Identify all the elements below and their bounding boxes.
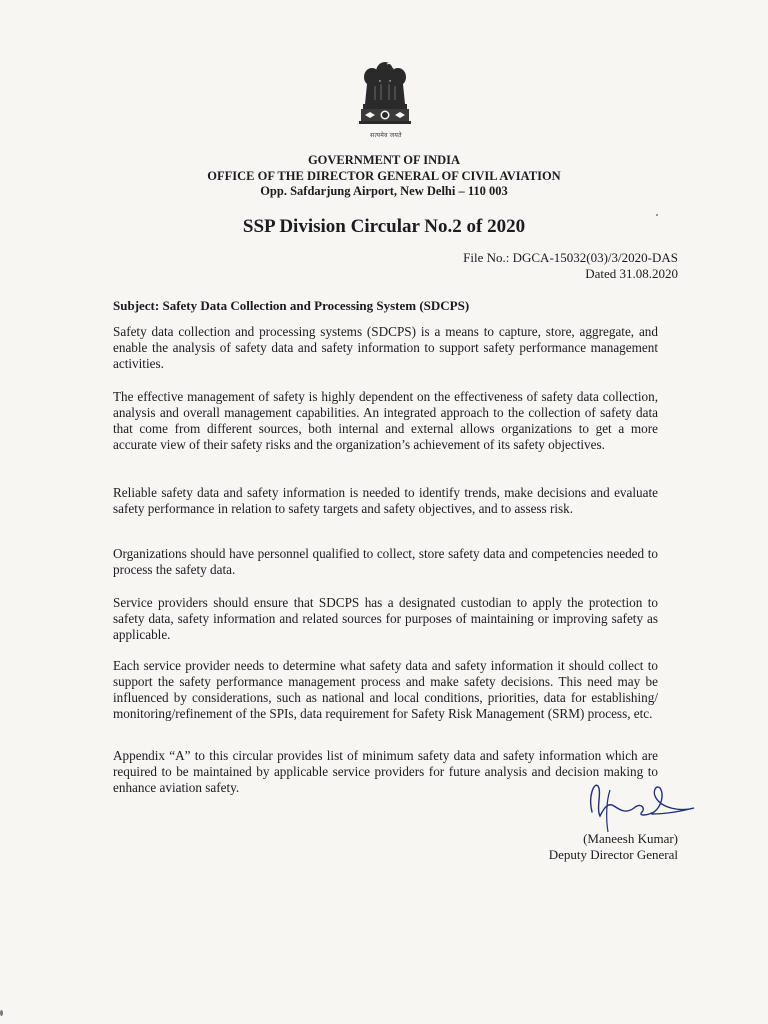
emblem-motto: सत्यमेव जयते [370,133,402,139]
scan-speck [656,214,658,216]
paragraph: Safety data collection and processing systems (SDCPS) is a means to capture, store, aggregate, and enable the analysis of safety data and safety information to support safety performance management activities. [113,324,658,372]
address-heading: Opp. Safdarjung Airport, New Delhi – 110 003 [260,184,508,198]
paragraph: Service providers should ensure that SDCPS has a designated custodian to apply the protection to safety data, safety information and related sources for purposes of maintaining or improving safety as applicable. [113,595,658,643]
date-line: Dated 31.08.2020 [585,266,678,281]
office-heading: OFFICE OF THE DIRECTOR GENERAL OF CIVIL AVIATION [207,169,561,183]
paragraph: The effective management of safety is highly dependent on the effectiveness of safety data collection, analysis and overall management capabilities. An integrated approach to the collection of safety data that come from different sources, both internal and external allows organizations to get a more accurate view of their safety risks and the organization’s achievement of its safety objectives. [113,389,658,453]
signatory-name: (Maneesh Kumar) [583,831,678,846]
signatory-designation: Deputy Director General [548,847,678,862]
government-heading: GOVERNMENT OF INDIA [307,153,461,167]
paragraph: Organizations should have personnel qualified to collect, store safety data and competencies needed to process the safety data. [113,546,658,578]
paragraph: Each service provider needs to determine what safety data and safety information it should collect to support the safety performance management process and make safety decisions. This need may be influenced by considerations, such as national and local conditions, priorities, data for establishing/ monitoring/refinement of the SPIs, data requirement for Safety Risk Management (SRM) process, etc. [113,658,658,722]
subject-line: Subject: Safety Data Collection and Processing System (SDCPS) [113,298,470,313]
file-info [463,250,678,282]
paragraph: Reliable safety data and safety information is needed to identify trends, make decisions and evaluate safety performance in relation to safety targets and safety objectives, and to assess risk. [113,485,658,517]
signature-icon [582,768,700,834]
circular-title: SSP Division Circular No.2 of 2020 [242,216,526,237]
paragraph: Appendix “A” to this circular provides list of minimum safety data and safety information which are required to be maintained by applicable service providers for future analysis and decision making to enhance aviation safety. [113,748,658,796]
file-number: File No.: DGCA-15032(03)/3/2020-DAS [463,250,678,265]
scan-speck [0,1010,3,1016]
